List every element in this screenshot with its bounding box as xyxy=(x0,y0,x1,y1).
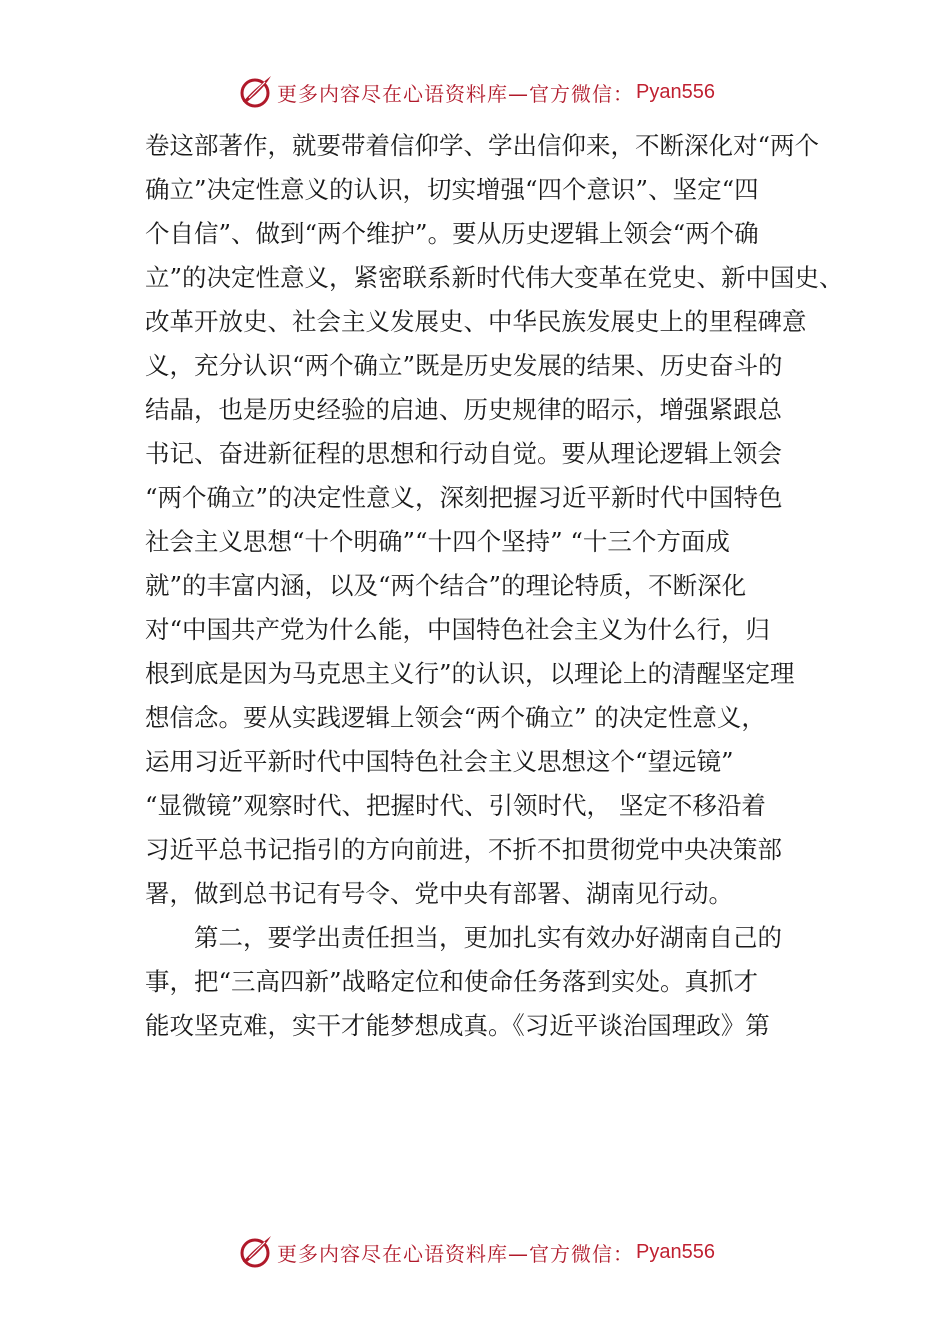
footer-banner xyxy=(0,1232,950,1272)
header-banner xyxy=(0,72,950,112)
text-line: 想信念。要从实践逻辑上领会“两个确立” 的决定性意义， xyxy=(145,703,766,732)
text-line: 运用习近平新时代中国特色社会主义思想这个“望远镜” xyxy=(145,747,734,776)
document-body xyxy=(145,124,844,1048)
text-line: 个自信”、做到“两个维护”。要从历史逻辑上领会“两个确 xyxy=(145,219,759,248)
text-line: 改革开放史、社会主义发展史、中华民族发展史上的里程碑意 xyxy=(145,307,807,336)
text-line: 就”的丰富内涵，以及“两个结合”的理论特质，不断深化 xyxy=(145,571,747,600)
text-line: 事，把“三高四新”战略定位和使命任务落到实处。真抓才 xyxy=(145,967,759,996)
text-line: “显微镜”观察时代、把握时代、引领时代， 坚定不移沿着 xyxy=(145,791,766,820)
text-line: 义，充分认识“两个确立”既是历史发展的结果、历史奋斗的 xyxy=(145,351,783,380)
text-line: 署，做到总书记有号令、党中央有部署、湖南见行动。 xyxy=(145,879,733,908)
header-wechat-id: Pyan556 xyxy=(636,80,715,103)
text-line: 结晶，也是历史经验的启迪、历史规律的昭示，增强紧跟总 xyxy=(145,395,782,424)
text-line: 书记、奋进新征程的思想和行动自觉。要从理论逻辑上领会 xyxy=(145,439,782,468)
footer-wechat-id: Pyan556 xyxy=(636,1240,715,1263)
footer-site-text: 更多内容尽在心语资料库—官方微信： xyxy=(277,1241,635,1266)
text-line: 习近平总书记指引的方向前进，不折不扣贯彻党中央决策部 xyxy=(145,835,782,864)
text-line: “两个确立”的决定性意义，深刻把握习近平新时代中国特色 xyxy=(145,483,783,512)
text-line: 卷这部著作，就要带着信仰学、学出信仰来，不断深化对“两个 xyxy=(145,131,820,160)
text-line: 确立”决定性意义的认识，切实增强“四个意识”、坚定“四 xyxy=(145,175,759,204)
text-line: 社会主义思想“十个明确”“十四个坚持” “十三个方面成 xyxy=(145,527,730,556)
feather-logo-icon xyxy=(235,72,275,112)
text-line: 根到底是因为马克思主义行”的认识，以理论上的清醒坚定理 xyxy=(145,659,795,688)
header-site-text: 更多内容尽在心语资料库—官方微信： xyxy=(277,81,635,106)
text-line: 对“中国共产党为什么能，中国特色社会主义为什么行，归 xyxy=(145,615,771,644)
feather-logo-icon xyxy=(235,1232,275,1272)
text-line: 能攻坚克难，实干才能梦想成真。《习近平谈治国理政》第 xyxy=(145,1011,770,1040)
paragraph-start-line: 第二，要学出责任担当，更加扎实有效办好湖南自己的 xyxy=(194,923,782,952)
text-line: 立”的决定性意义，紧密联系新时代伟大变革在党史、新中国史、 xyxy=(145,263,844,292)
